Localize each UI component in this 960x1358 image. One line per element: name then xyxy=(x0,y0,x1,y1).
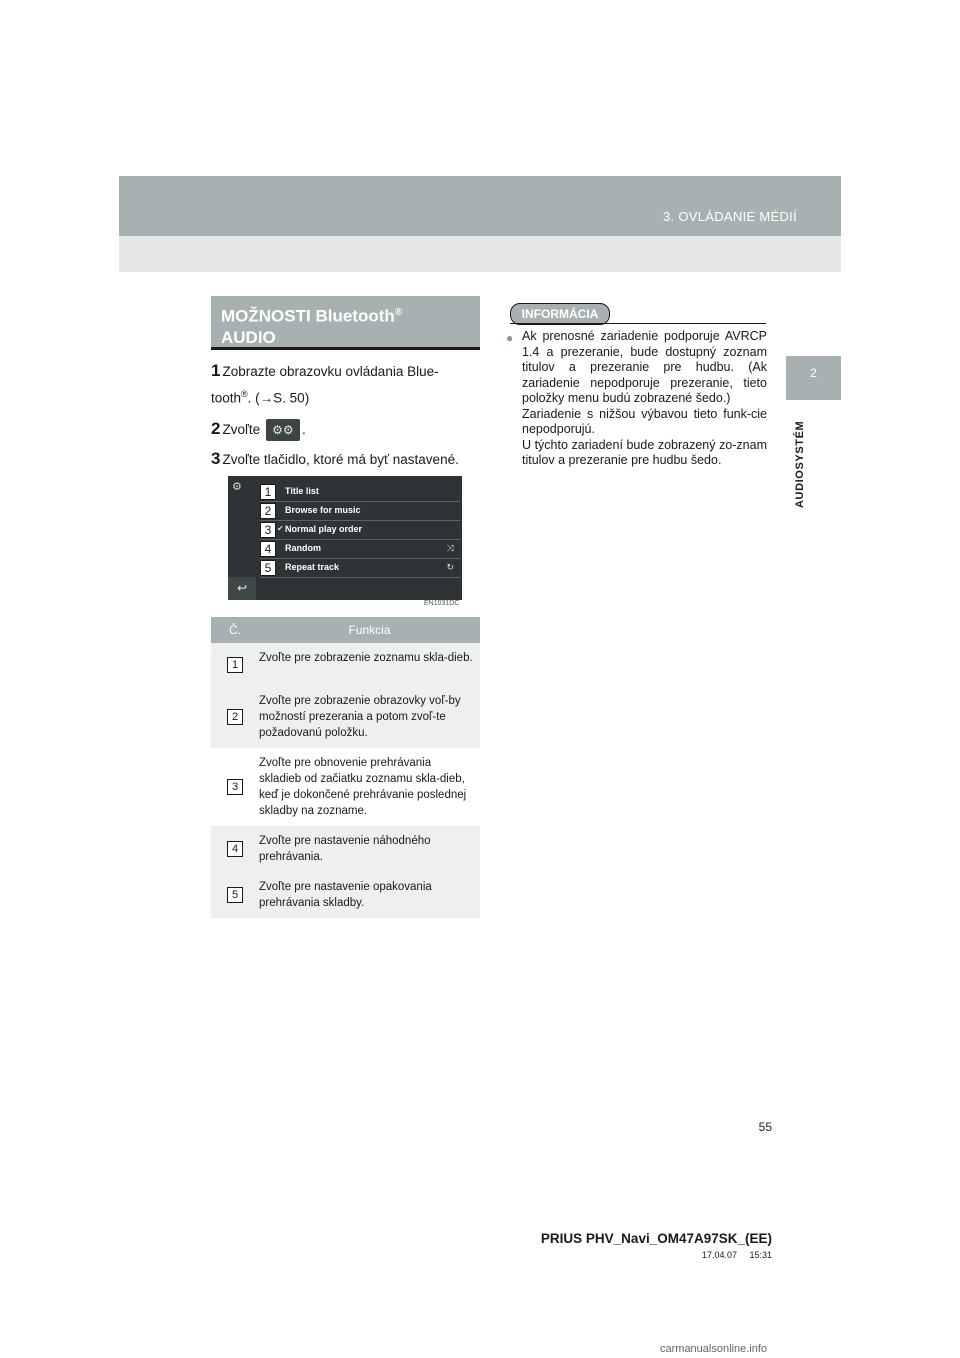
chapter-side-label xyxy=(788,410,828,510)
step-2 xyxy=(211,418,486,441)
callout-number: 4 xyxy=(260,541,276,557)
back-arrow-icon[interactable]: ↩ xyxy=(228,577,256,600)
settings-gear-icon: ⚙⚙ xyxy=(266,419,300,441)
shuffle-icon: ⤨ xyxy=(446,543,454,553)
document-date: 17.04.07 15:31 xyxy=(701,1250,772,1260)
info-paragraph: Ak prenosné zariadenie podporuje AVRCP 1.4 a prezeranie, bude dostupný zoznam titulov a prezeranie pre hudbu. (Ak zariadenie nepodporuje prezeranie, tieto položky menu budú zobrazené šedo.) xyxy=(522,329,767,405)
callout-number: 5 xyxy=(260,560,276,576)
step-text: Zvoľte xyxy=(222,422,261,437)
table-row xyxy=(211,872,480,918)
screen-row-label: Browse for music xyxy=(285,505,361,515)
header-strip xyxy=(119,236,841,272)
callout-number: 1 xyxy=(227,657,243,673)
section-title-sup: ® xyxy=(394,307,403,318)
chapter-title: 3. OVLÁDANIE MÉDIÍ xyxy=(663,209,797,224)
screen-row-repeat[interactable] xyxy=(260,560,460,578)
chapter-tab xyxy=(786,356,841,400)
table-cell-desc: Zvoľte pre nastavenie náhodného prehrávania. xyxy=(259,826,480,872)
table-cell-desc: Zvoľte pre nastavenie opakovania prehrávania skladby. xyxy=(259,872,480,918)
section-title xyxy=(221,302,402,348)
table-cell-desc: Zvoľte pre zobrazenie zoznamu skla-dieb. xyxy=(259,643,480,686)
step-text: Zobrazte obrazovku ovládania Blue- xyxy=(222,364,439,379)
bullet-icon: ● xyxy=(506,331,514,345)
table-cell-desc: Zvoľte pre obnovenie prehrávania skladieb od začiatku zoznamu skla-dieb, keď je dokončené prehrávanie poslednej skladby na zozname. xyxy=(259,748,480,826)
section-heading xyxy=(211,296,480,347)
screen-row-label: Normal play order xyxy=(285,524,363,534)
table-row xyxy=(211,643,480,686)
repeat-icon: ↻ xyxy=(446,562,454,572)
callout-number: 1 xyxy=(260,484,276,500)
check-icon: ✔ xyxy=(277,524,284,533)
table-row xyxy=(211,686,480,748)
table-cell-desc: Zvoľte pre zobrazenie obrazovky voľ-by možností prezerania a potom zvoľ-te požadovanú položku. xyxy=(259,686,480,748)
watermark: carmanualsonline.info xyxy=(660,1343,768,1355)
step-text: . (→S. 50) xyxy=(247,390,310,406)
info-rule xyxy=(510,323,766,324)
table-header-function: Funkcia xyxy=(259,617,480,643)
screen-row-label: Repeat track xyxy=(285,562,340,572)
screen-gear-icon: ⚙ xyxy=(232,481,242,493)
screen-row-random[interactable] xyxy=(260,541,460,559)
callout-number: 3 xyxy=(260,522,276,538)
step-1 xyxy=(211,360,486,410)
callout-number: 5 xyxy=(227,887,243,903)
info-paragraph: U týchto zariadení bude zobrazený zo-znam titulov a prezeranie pre hudbu šedo. xyxy=(522,437,767,467)
section-title-line1: MOŽNOSTI Bluetooth xyxy=(221,306,395,326)
image-code: EN1031DC xyxy=(424,600,460,607)
section-title-line2: AUDIO xyxy=(221,327,276,347)
screen-row-browse[interactable] xyxy=(260,503,460,521)
step-3 xyxy=(211,448,486,471)
step-text: tooth xyxy=(211,390,242,406)
document-code: PRIUS PHV_Navi_OM47A97SK_(EE) xyxy=(540,1231,772,1246)
callout-number: 4 xyxy=(227,841,243,857)
header-band xyxy=(119,176,841,236)
step-number: 2 xyxy=(211,419,221,438)
step-number: 1 xyxy=(211,361,221,380)
table-row xyxy=(211,748,480,826)
callout-number: 2 xyxy=(227,709,243,725)
section-rule xyxy=(211,347,480,350)
function-table xyxy=(211,617,480,918)
info-label: INFORMÁCIA xyxy=(510,303,610,325)
step-number: 3 xyxy=(211,449,221,468)
callout-number: 2 xyxy=(260,503,276,519)
screen-row-normal-order[interactable] xyxy=(260,522,460,540)
options-screen-image xyxy=(228,476,462,600)
screen-row-label: Random xyxy=(285,543,321,553)
page-number: 55 xyxy=(758,1120,772,1134)
info-text xyxy=(522,329,767,469)
chapter-side-label-text: AUDIOSYSTÉM xyxy=(794,420,806,508)
step-text: Zvoľte tlačidlo, ktoré má byť nastavené. xyxy=(222,452,459,467)
screen-row-label: Title list xyxy=(285,486,319,496)
chapter-tab-number: 2 xyxy=(810,366,817,380)
step-sup: ® xyxy=(241,389,248,399)
info-paragraph: Zariadenie s nižšou výbavou tieto funk-cie nepodporujú. xyxy=(522,406,767,436)
callout-number: 3 xyxy=(227,779,243,795)
step-text: . xyxy=(301,422,306,437)
table-row xyxy=(211,826,480,872)
table-header-number: Č. xyxy=(211,617,259,643)
screen-row-title-list[interactable] xyxy=(260,484,460,502)
